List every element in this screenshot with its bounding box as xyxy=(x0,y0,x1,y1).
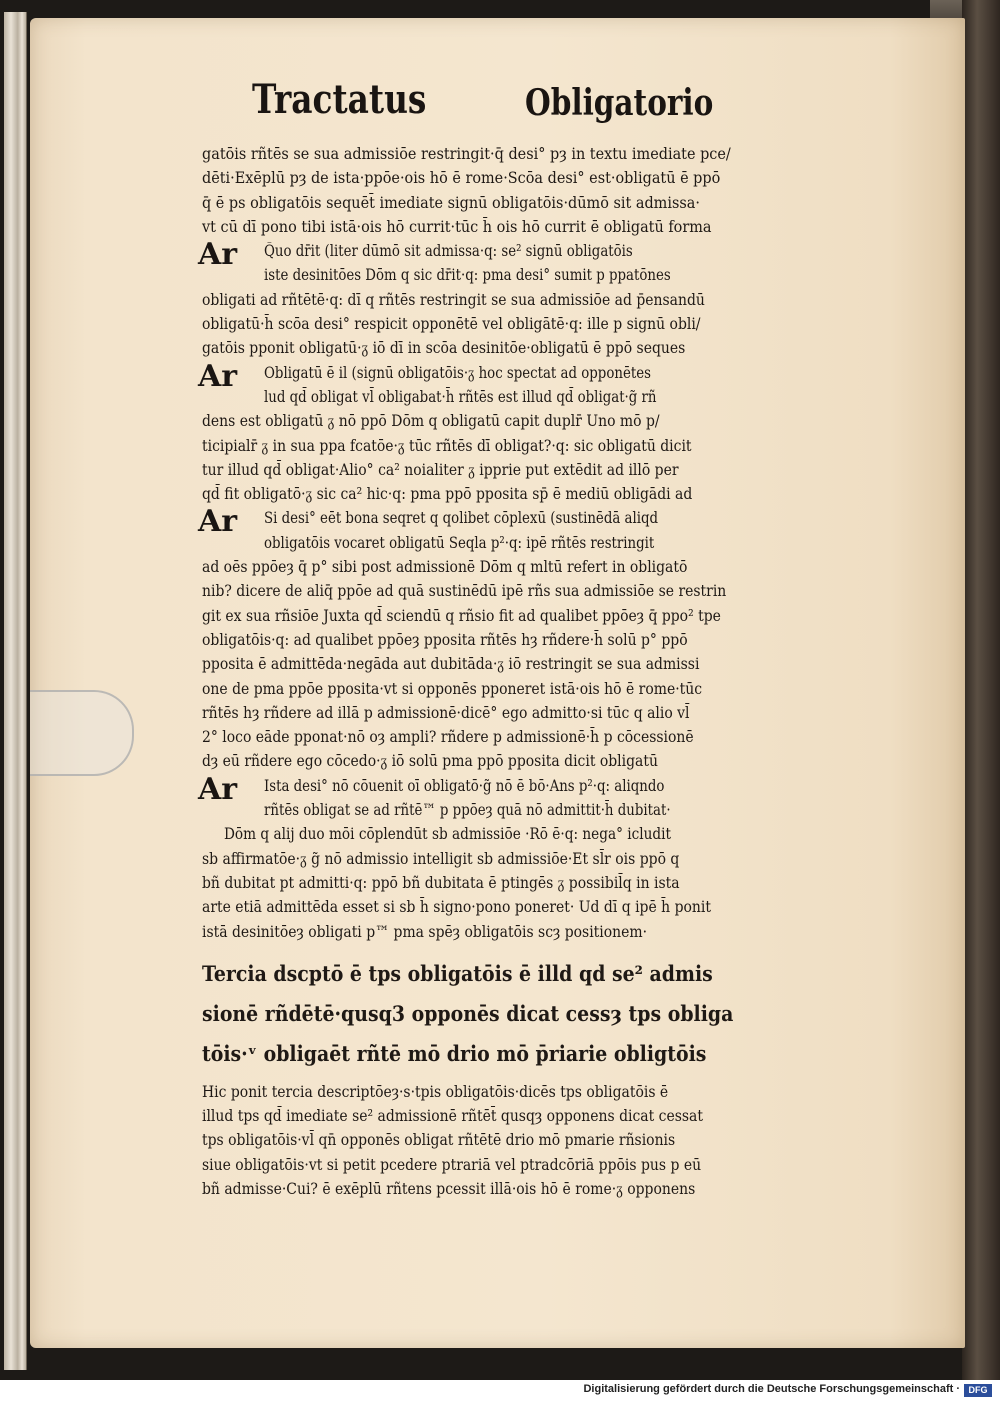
dfg-logo: DFG xyxy=(964,1384,992,1397)
text-line: bñ admisse·Cui? ē exēplū rñtens pcessit illā·ois hō ē rome·ᵹ opponens xyxy=(202,1179,696,1198)
text-line: git ex sua rñsiōe Juxta qd̄ sciendū q rñsio fit ad qualibet ppōeȝ q̄ ppo² tpe xyxy=(202,606,721,625)
text-line: rñtēs obligat se ad rñtē™ p ppōeȝ quā nō admittit·h̄ dubitat· xyxy=(264,801,671,820)
book-page-edges xyxy=(4,12,19,1370)
text-line: vt cū dī pono tibi istā·ois hō currit·tūc h̄ ois hō currit ē obligatū forma xyxy=(202,217,712,236)
text-line: Q̄uo dr̄it (liter dūmō sit admissa·q: se² signū obligatōis xyxy=(264,242,633,261)
text-line: 2° loco eāde pponat·nō oȝ ampli? rñdere p admissionē·h̄ p cōcessionē xyxy=(202,728,694,747)
text-line: nib? dicere de aliq̄ ppōe ad quā sustinēdū ipē rñs sua admissiōe se restrin xyxy=(202,582,727,601)
text-line: obligati ad rñtētē·q: dī q rñtēs restringit se sua admissiōe ad p̄ensandū xyxy=(202,290,705,309)
paragraph-5 xyxy=(198,771,802,944)
rubric-ar: Ar xyxy=(198,358,238,394)
heading-line: sionē rñdētē·qusq3 opponēs dicat cessȝ tps obliga xyxy=(202,1000,734,1026)
text-line: obligatōis·q: ad qualibet ppōeȝ pposita rñtēs hȝ rñdere·h̄ solū p° ppō xyxy=(202,630,688,649)
text-line: iste desinitōes Dōm q sic dr̄it·q: pma desi° sumit p ppatōnes xyxy=(264,266,671,285)
spacer xyxy=(202,944,802,954)
text-block xyxy=(198,142,802,1201)
text-line: bñ dubitat pt admitti·q: ppō bñ dubitata ē ptingēs ᵹ possibil̄q in ista xyxy=(202,873,680,892)
running-head xyxy=(30,66,965,136)
text-line: dȝ eū rñdere ego cōcedo·ᵹ iō solū pma ppō pposita dicit obligatū xyxy=(202,752,658,771)
book-binding xyxy=(962,0,1000,1380)
text-line: one de pma ppōe pposita·vt si opponēs pponeret istā·ois hō ē rome·tūc xyxy=(202,679,703,698)
text-line: dens est obligatū ᵹ nō ppō Dōm q obligatū capit duplr̄ Uno mō p/ xyxy=(202,412,660,431)
text-line: obligatōis vocaret obligatū Seqla p²·q: ipē rñtēs restringit xyxy=(264,533,655,552)
text-line: arte etiā admittēda esset si sb h̄ signo·pono poneret· Ud dī q ipē h̄ ponit xyxy=(202,898,711,917)
text-line: Hic ponit tercia descriptōeȝ·s·tpis obligatōis·dicēs tps obligatōis ē xyxy=(202,1082,669,1101)
heading-line: Tercia dscptō ē tps obligatōis ē illd qd se² admis xyxy=(202,960,713,986)
text-line: istā desinitōeȝ obligati p™ pma spēȝ obligatōis scȝ positionem· xyxy=(202,922,648,941)
paragraph-4 xyxy=(198,504,802,773)
running-head-left: Tractatus xyxy=(252,76,427,123)
text-line: Ista desi° nō cōuenit oī obligatō·g̃ nō ē bō·Ans p²·q: aliqndo xyxy=(264,776,665,795)
text-line: obligatū·h̄ scōa desi° respicit opponētē vel obligātē·q: ille p signū obli/ xyxy=(202,315,701,334)
book-page-edges-inner xyxy=(18,12,27,1370)
text-line: gatōis rñtēs se sua admissiōe restringit·q̄ desi° pȝ in textu imediate pce/ xyxy=(202,145,731,163)
text-line: tur illud qd̄ obligat·Alio° ca² noialiter ᵹ ipprie put extēdit ad illō per xyxy=(202,460,679,479)
text-line: pposita ē admittēda·negāda aut dubitāda·ᵹ iō restringit se sua admissi xyxy=(202,655,700,674)
text-line: q̄ ē ps obligatōis sequēt̄ imediate signū obligatōis·dūmō sit admissa· xyxy=(202,193,700,212)
text-line: Dōm q alij duo mōi cōplendūt sb admissiōe ·Rō ē·q: nega° icludit xyxy=(224,825,671,844)
text-line: siue obligatōis·vt si petit pcedere ptrariā vel ptradcōriā ppōis pus p eū xyxy=(202,1155,702,1174)
running-head-right: Obligatorio xyxy=(525,82,714,124)
footer-credit: Digitalisierung gefördert durch die Deutsche Forschungsgemeinschaft · xyxy=(583,1383,960,1395)
rubric-ar: Ar xyxy=(198,237,238,273)
paragraph-6 xyxy=(202,1080,802,1201)
footer-bar xyxy=(0,1380,1000,1402)
rubric-ar: Ar xyxy=(198,771,238,807)
book-page xyxy=(30,18,965,1348)
text-line: gatōis pponit obligatū·ᵹ iō dī in scōa desinitōe·obligatū ē ppō seques xyxy=(202,339,686,358)
section-heading xyxy=(202,954,802,1074)
paragraph-1 xyxy=(202,142,802,239)
text-line: lud qd̄ obligat vl̄ obligabat·h̄ rñtēs est illud qd̄ obligat·g̃ rñ xyxy=(264,387,657,406)
text-line: rñtēs hȝ rñdere ad illā p admissionē·dicē° ego admitto·si tūc q alio vl̄ xyxy=(202,703,690,722)
text-line: illud tps qd̄ imediate se² admissionē rñtēt̄ qusqȝ opponens dicat cessat xyxy=(202,1107,703,1126)
paragraph-2 xyxy=(198,237,802,360)
text-line: sb affirmatōe·ᵹ g̃ nō admissio intelligit sb admissiōe·Et sl̄r ois ppō q xyxy=(202,849,680,868)
text-line: dēti·Exēplū pȝ de ista·ppōe·ois hō ē rome·Scōa desi° est·obligatū ē ppō xyxy=(202,169,721,188)
text-line: Si desi° eēt bona seqret q qolibet cōplexū (sustinēdā aliqd xyxy=(264,509,659,528)
text-line: Obligatū ē il (signū obligatōis·ᵹ hoc spectat ad opponētes xyxy=(264,363,651,382)
heading-line: tōis·ᵛ obligaēt rñtē mō drio mō p̄riarie obligtōis xyxy=(202,1040,707,1066)
text-line: ticipialr̄ ᵹ in sua ppa fcatōe·ᵹ tūc rñtēs dī obligat?·q: sic obligatū dicit xyxy=(202,436,692,455)
clip-strap xyxy=(30,690,134,776)
text-line: tps obligatōis·vl̄ qn̄ opponēs obligat rñtētē drio mō pmarie rñsionis xyxy=(202,1131,676,1150)
rubric-ar: Ar xyxy=(198,504,238,540)
paragraph-3 xyxy=(198,358,802,507)
text-line: ad oēs ppōeȝ q̄ p° sibi post admissionē Dōm q mltū refert in obligatō xyxy=(202,558,688,577)
text-line: qd̄ fit obligatō·ᵹ sic ca² hic·q: pma ppō pposita sp̄ ē mediū obligādi ad xyxy=(202,485,693,504)
